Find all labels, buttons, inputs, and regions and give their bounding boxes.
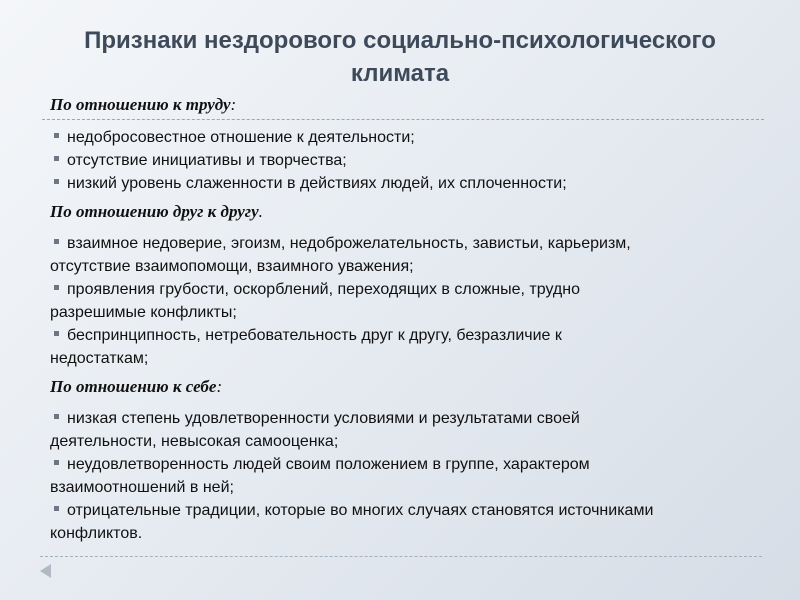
section-heading-suffix: . [258, 202, 263, 221]
back-arrow-icon[interactable] [40, 564, 51, 578]
list-item-text: низкий уровень слаженности в действиях людей, их сплоченности; [67, 175, 567, 192]
list-item-text: отрицательные традиции, которые во многих случаях становятся источниками [67, 502, 654, 519]
bullet-icon [54, 506, 59, 511]
bullet-icon [54, 156, 59, 161]
list-item [50, 453, 762, 476]
bullet-icon [54, 133, 59, 138]
list-item-continuation [50, 522, 762, 545]
section-heading-text: По отношению к себе [50, 377, 217, 396]
list-item-text: недостаткам; [50, 350, 149, 367]
list-item [50, 324, 762, 347]
section-heading-work [50, 94, 762, 115]
list-item-text: конфликтов. [50, 525, 143, 542]
list-item-text: низкая степень удовлетворенности условиями и результатами своей [67, 410, 580, 427]
list-item-text: беспринципность, нетребовательность друг к другу, безразличие к [67, 327, 562, 344]
list-item [50, 278, 762, 301]
section-heading-self [50, 376, 762, 397]
list-item [50, 126, 762, 149]
list-item-continuation [50, 255, 762, 278]
list-item-text: проявления грубости, оскорблений, переходящих в сложные, трудно [67, 281, 580, 298]
list-item-text: неудовлетворенность людей своим положением в группе, характером [67, 456, 590, 473]
footer-divider [40, 556, 762, 557]
title-line-2: климата [350, 60, 450, 87]
title-line-1: Признаки нездорового социально-психологического [84, 27, 716, 54]
list-work [50, 126, 762, 195]
bullet-icon [54, 239, 59, 244]
list-item-continuation [50, 301, 762, 324]
section-heading-text: По отношению к труду [50, 95, 231, 114]
bullet-icon [54, 414, 59, 419]
list-self [50, 407, 762, 545]
list-item-continuation [50, 347, 762, 370]
section-heading-each-other [50, 201, 762, 222]
list-item-text: отсутствие взаимопомощи, взаимного уважения; [50, 258, 414, 275]
list-item-text: деятельности, невысокая самооценка; [50, 433, 339, 450]
bullet-icon [54, 460, 59, 465]
list-item-continuation [50, 430, 762, 453]
section-heading-text: По отношению друг к другу [50, 202, 259, 221]
bullet-icon [54, 285, 59, 290]
section-heading-suffix: : [230, 95, 237, 114]
section-heading-suffix: : [216, 377, 223, 396]
list-item [50, 149, 762, 172]
list-item-text: разрешимые конфликты; [50, 304, 237, 321]
list-item [50, 232, 762, 255]
list-item-text: взаимоотношений в ней; [50, 479, 234, 496]
list-item-continuation [50, 476, 762, 499]
list-item [50, 499, 762, 522]
list-item-text: взаимное недоверие, эгоизм, недоброжелательность, завистьи, карьеризм, [67, 235, 631, 252]
list-item [50, 407, 762, 430]
list-item-text: недобросовестное отношение к деятельности; [67, 129, 415, 146]
bullet-icon [54, 179, 59, 184]
list-item-text: отсутствие инициативы и творчества; [67, 152, 347, 169]
bullet-icon [54, 331, 59, 336]
slide-body [50, 94, 762, 545]
list-item [50, 172, 762, 195]
list-each-other [50, 232, 762, 370]
slide-title [40, 24, 760, 90]
